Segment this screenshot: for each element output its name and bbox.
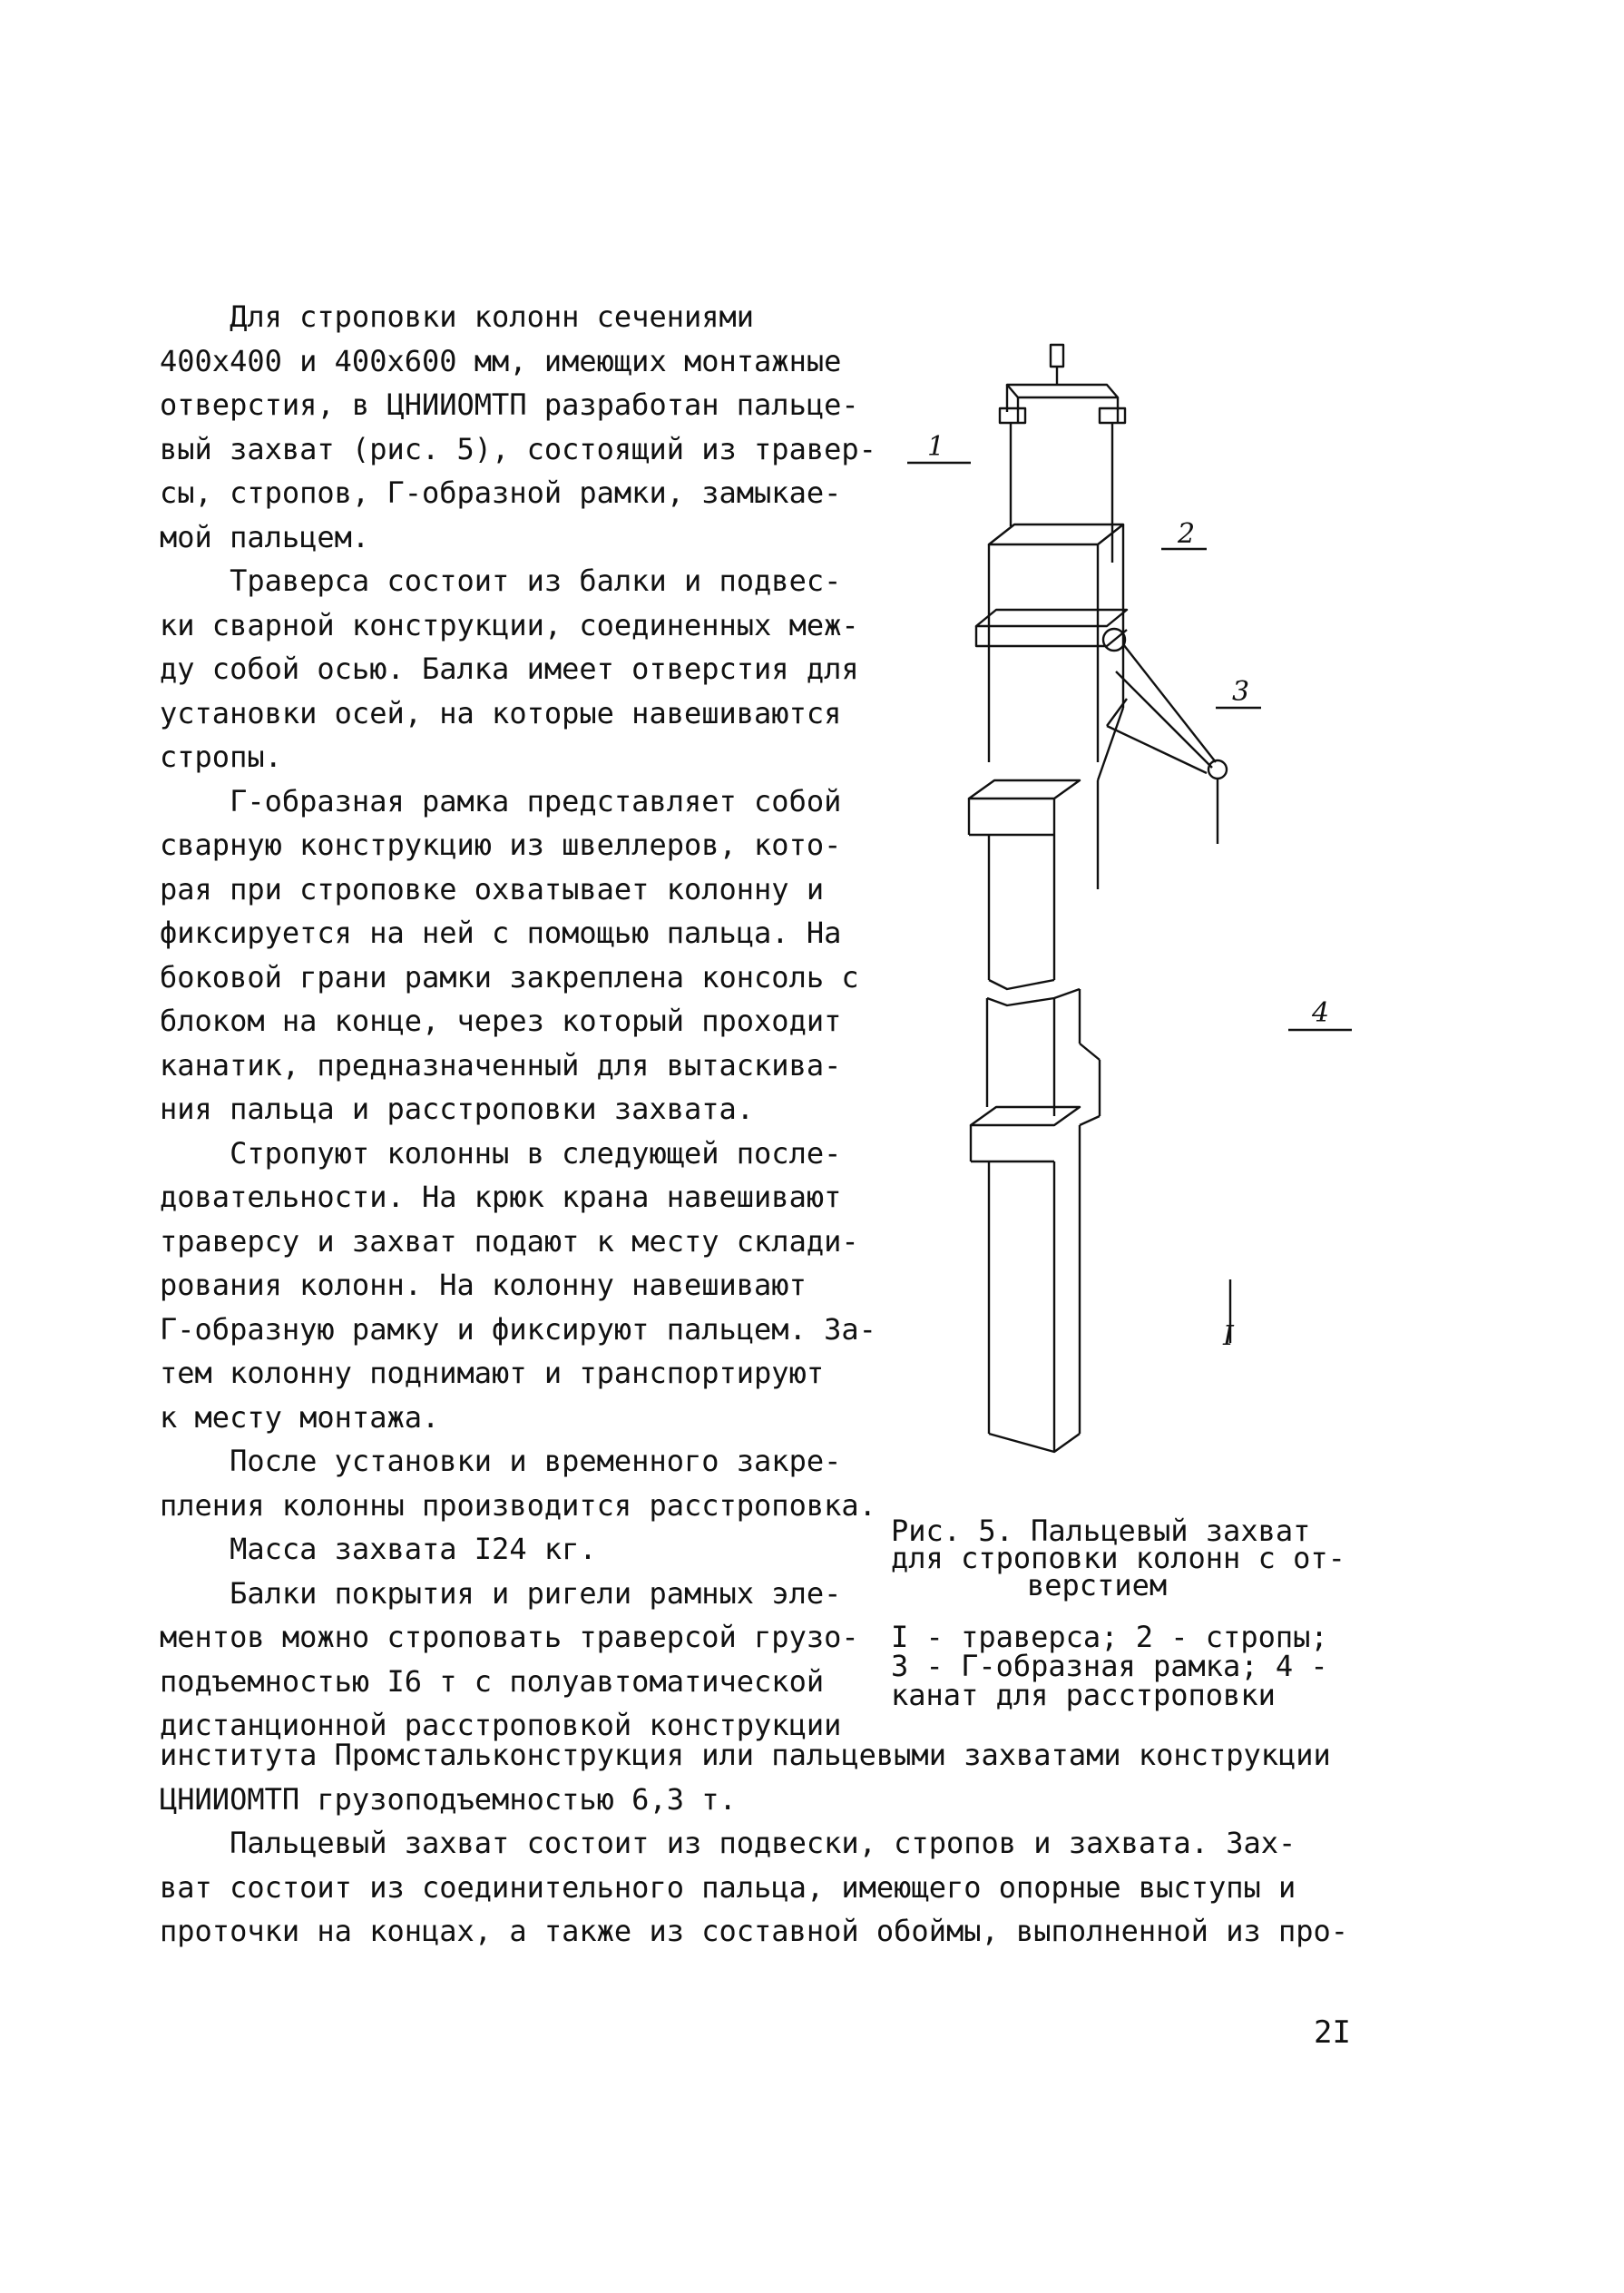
text-line: Г-образную рамку и фиксируют пальцем. За- [160, 1311, 876, 1347]
finger-grip-figure [889, 327, 1470, 1497]
callout-4: 4 [1312, 997, 1330, 1029]
column-break [987, 989, 1080, 1005]
callout-1: 1 [927, 431, 945, 463]
page-number: 2I [1314, 2014, 1351, 2051]
text-line: блоком на конце, через который проходит [160, 1004, 842, 1038]
text-line: Балки покрытия и ригели рамных эле- [160, 1575, 842, 1611]
text-line: Для строповки колонн сечениями [160, 299, 755, 334]
text-line: ду собой осью. Балка имеет отверстия для [160, 652, 859, 686]
text-line: канатик, предназначенный для вытаскива- [160, 1047, 842, 1083]
column-break [989, 980, 1054, 989]
text-line: ментов можно стропoвать траверсой грузо- [160, 1620, 859, 1654]
traverse-beam [1007, 385, 1118, 397]
text-line: отверстия, в ЦНИИОМТП разработан пальце- [160, 387, 859, 422]
column-bottom [989, 1434, 1080, 1452]
text-line: Стропуют колонны в следующей после- [160, 1135, 842, 1171]
legend-line: канат для расстроповки [891, 1678, 1276, 1712]
text-line: сы, стропов, Г-образной рамки, замыкае- [160, 475, 842, 510]
text-line: После установки и временного закре- [160, 1444, 842, 1478]
console-block [1208, 760, 1227, 779]
column-top [989, 524, 1123, 544]
legend-line: I - траверса; 2 - стропы; [891, 1620, 1328, 1654]
text-line: мой пальцем. [160, 519, 370, 554]
corbel-top [969, 780, 1080, 799]
text-line: Г-образная рамка представляет собой [160, 783, 842, 818]
callout-lines [907, 463, 1352, 1343]
text-line: Пальцевый захват состоит из подвески, стропов и захвата. Зах- [160, 1826, 1296, 1860]
text-line: проточки на концах, а также из составной обоймы, выполненной из про- [160, 1914, 1349, 1948]
figure-caption [891, 1514, 1399, 1602]
text-line: института Промстальконструкция или пальцевыми захватами конструкции [160, 1738, 1331, 1772]
text-line: рования колонн. На колонну навешивают [160, 1268, 807, 1302]
text-line: стропы. [160, 740, 282, 774]
text-line: ния пальца и расстроповки захвата. [160, 1092, 755, 1126]
corbel-top [971, 1107, 1080, 1125]
callout-I: I [1223, 1320, 1234, 1352]
legend-line: 3 - Г-образная рамка; 4 - [891, 1649, 1328, 1683]
caption-line: Рис. 5. Пальцевый захват [891, 1514, 1311, 1548]
caption-line: верстием [1027, 1568, 1168, 1602]
caption-line: для строповки колонн с от- [891, 1541, 1345, 1575]
figure-legend [891, 1622, 1399, 1710]
crane-hook-shape [1051, 345, 1063, 367]
corbel-slope [1080, 1116, 1100, 1125]
text-line: ки сварной конструкции, соединенных меж- [160, 607, 859, 642]
traverse-hanger-left [1000, 408, 1025, 423]
column-drawing [969, 345, 1227, 1452]
text-line: рая при строповке охватывает колонну и [160, 871, 825, 906]
corbel-slope [1098, 708, 1123, 780]
l-frame [976, 610, 1127, 626]
callout-3: 3 [1232, 676, 1250, 708]
text-line: установки осей, на которые навешиваются [160, 695, 842, 730]
text-line: пления колонны производится расстроповка. [160, 1487, 876, 1523]
text-line: тем колонну поднимают и транспортируют [160, 1356, 825, 1390]
text-line: сварную конструкцию из швеллеров, кото- [160, 828, 842, 862]
console-strut [1123, 644, 1216, 762]
left-column-text [160, 295, 904, 1748]
text-line: 400х400 и 400х600 мм, имеющих монтажные [160, 343, 842, 378]
corbel-slope [1080, 1044, 1100, 1060]
text-line: Траверса состоит из балки и подвес- [160, 563, 842, 598]
text-line: ват состоит из соединительного пальца, имеющего опорные выступы и [160, 1869, 1296, 1905]
full-width-text [160, 1733, 1466, 1954]
text-line: дистанционной расстроповкой конструкции [160, 1708, 842, 1742]
callout-2: 2 [1178, 518, 1196, 550]
console-bracket [1107, 699, 1127, 726]
traverse-hanger-right [1100, 408, 1125, 423]
text-line: подъемностью I6 т с полуавтоматической [160, 1663, 825, 1699]
text-line: довательности. На крюк крана навешивают [160, 1180, 842, 1214]
text-line: к месту монтажа. [160, 1399, 440, 1435]
text-line: фиксируется на ней с помощью пальца. На [160, 916, 842, 950]
text-line: вый захват (рис. 5), состоящий из травер- [160, 431, 876, 466]
text-line: Масса захвата I24 кг. [160, 1532, 597, 1566]
text-line: боковой грани рамки закреплена консоль с [160, 959, 859, 995]
text-line: ЦНИИОМТП грузоподъемностью 6,3 т. [160, 1781, 737, 1817]
text-line: траверсу и захват подают к месту склади- [160, 1223, 859, 1259]
